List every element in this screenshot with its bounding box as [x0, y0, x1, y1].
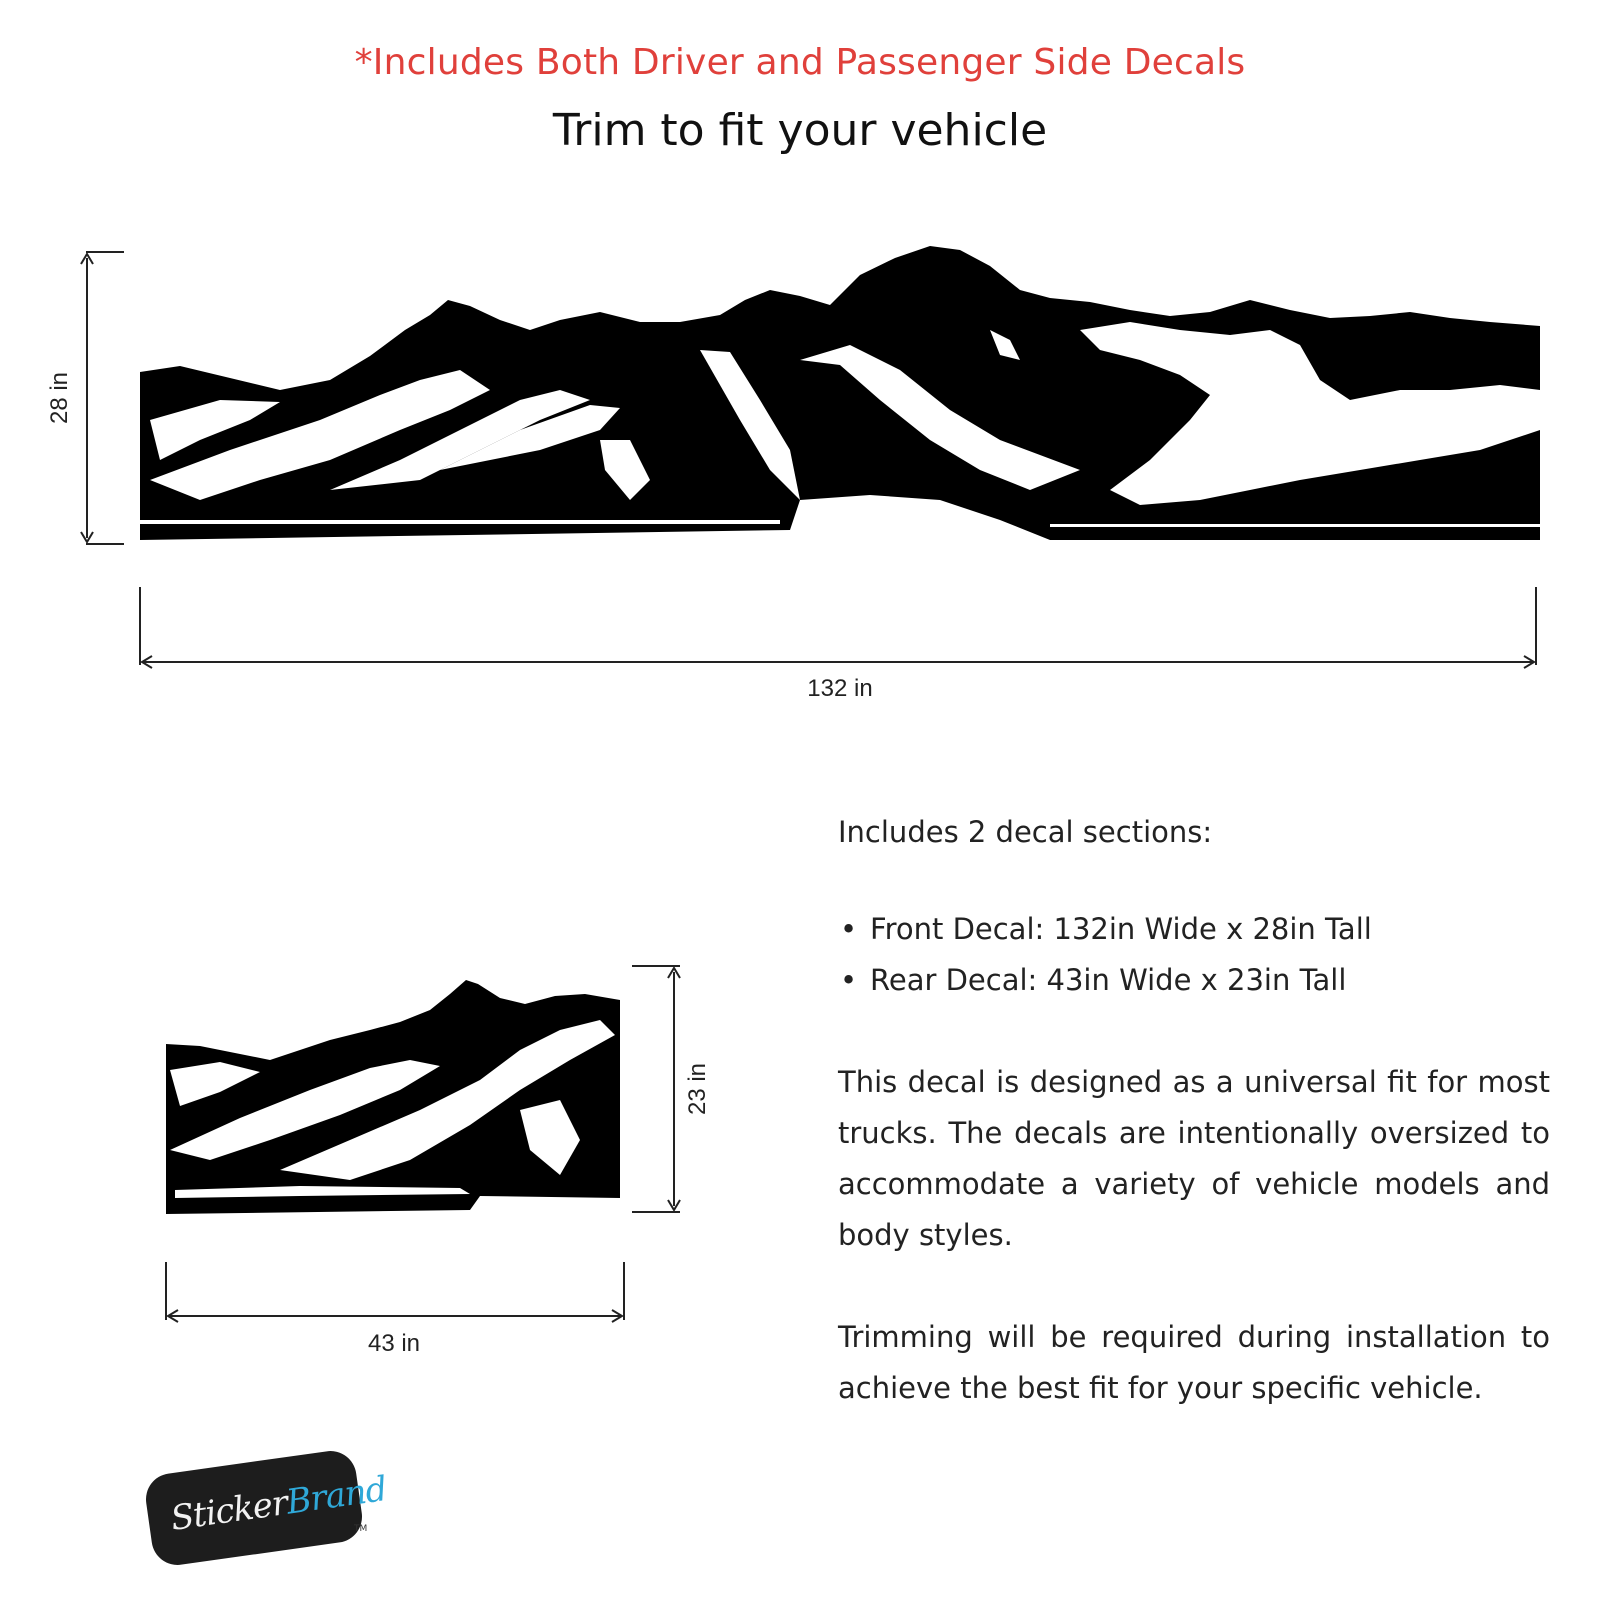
front-mountain-silhouette	[140, 246, 1540, 540]
decal-note: *Includes Both Driver and Passenger Side Decals	[354, 42, 1246, 83]
page-subtitle: Trim to fit your vehicle	[552, 105, 1048, 156]
info-bullet-list	[870, 904, 1372, 1006]
logo-trademark: TM	[354, 1524, 368, 1534]
front-width-label: 132 in	[807, 675, 873, 702]
info-intro: Includes 2 decal sections:	[838, 815, 1213, 849]
stickerbrand-logo	[148, 1462, 389, 1558]
logo-text-sticker: Sticker	[168, 1483, 290, 1539]
rear-width-dimension-line	[166, 1262, 624, 1322]
bullet-front-decal: • Front Decal: 132in Wide x 28in Tall	[870, 904, 1372, 955]
rear-height-label: 23 in	[684, 1062, 711, 1116]
rear-width-label: 43 in	[367, 1330, 421, 1357]
info-paragraph-trimming	[838, 1312, 1550, 1414]
fit-paragraph-text: This decal is designed as a universal fit for most trucks. The decals are intentionally oversized to accommodate a variety of vehicle models and body styles.	[838, 1065, 1550, 1252]
logo-text-brand: Brand	[283, 1469, 389, 1523]
trimming-paragraph-text: Trimming will be required during installation to achieve the best fit for your specific vehicle.	[838, 1320, 1550, 1405]
bullet-rear-decal: • Rear Decal: 43in Wide x 23in Tall	[870, 955, 1372, 1006]
front-height-label: 28 in	[46, 371, 73, 425]
front-width-dimension-line	[140, 587, 1536, 668]
rear-mountain-silhouette	[166, 980, 620, 1214]
front-height-dimension-line	[81, 252, 124, 544]
info-paragraph-fit	[838, 1057, 1550, 1261]
rear-height-dimension-line	[632, 966, 680, 1212]
